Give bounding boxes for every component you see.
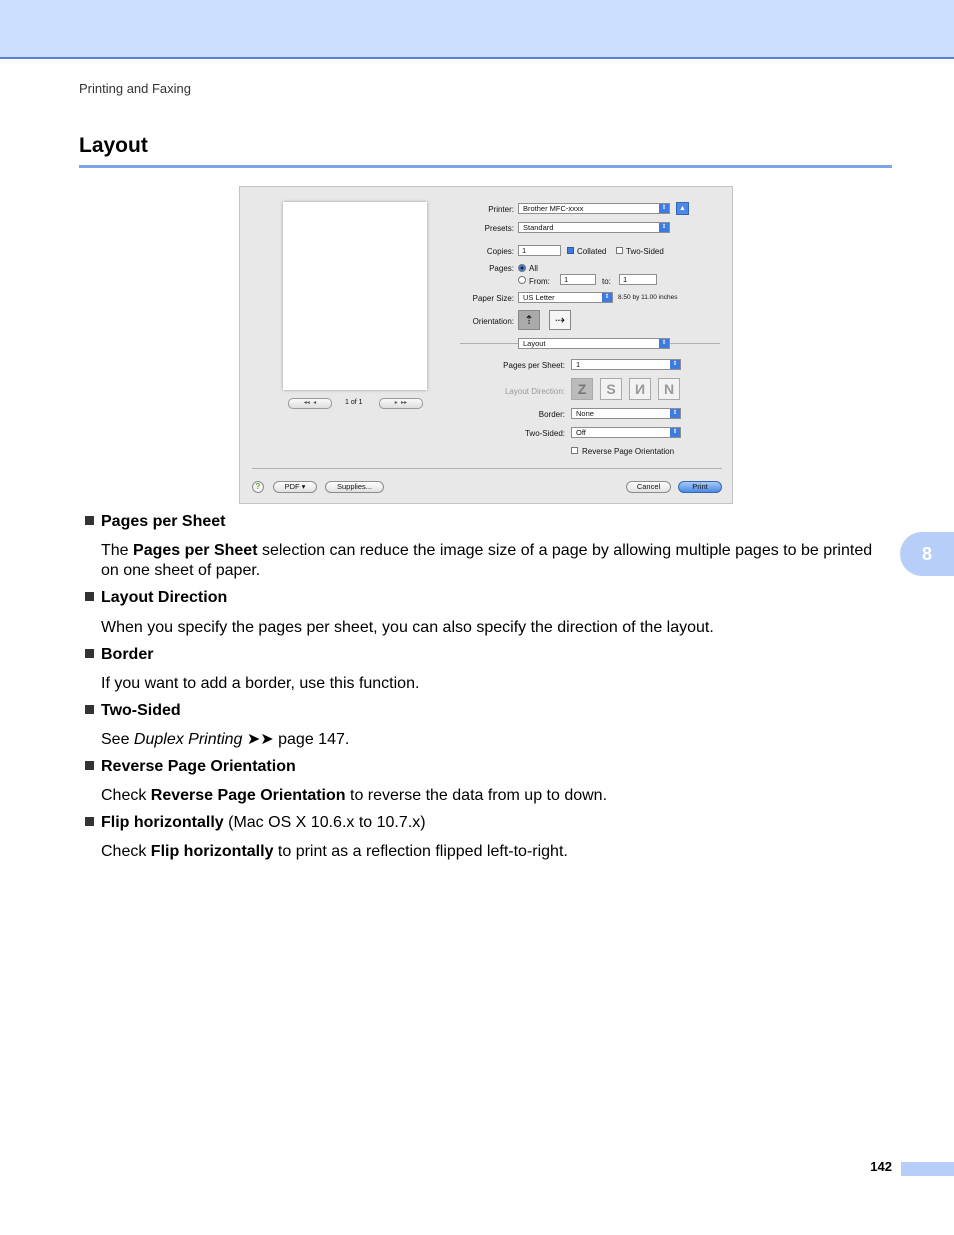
- pages-per-sheet-popup[interactable]: [571, 359, 681, 370]
- chapter-tab: 8: [900, 532, 954, 576]
- landscape-icon: ⇢: [554, 313, 566, 327]
- item-border: [85, 646, 153, 664]
- landscape-orientation-button[interactable]: [549, 310, 571, 330]
- paper-size-value: US Letter: [523, 293, 555, 302]
- layout-n-icon: N: [663, 381, 675, 397]
- presets-value: Standard: [523, 223, 554, 232]
- help-button[interactable]: [252, 481, 264, 493]
- layout-direction-n-button[interactable]: [658, 378, 680, 400]
- disclosure-button[interactable]: ▲: [676, 202, 689, 215]
- first-page-icon: ◂◂: [303, 400, 310, 406]
- pages-label: Pages:: [489, 264, 514, 273]
- desc-bold: Flip horizontally: [150, 843, 274, 860]
- cancel-button[interactable]: Cancel: [626, 481, 671, 493]
- collated-label: Collated: [577, 247, 607, 256]
- item-title: Flip horizontally: [101, 814, 224, 831]
- page-preview: [283, 202, 427, 390]
- item-desc: [101, 730, 881, 750]
- border-label: Border:: [538, 410, 565, 419]
- popup-arrow-icon: ⇕: [670, 428, 680, 437]
- layout-direction-label: Layout Direction:: [504, 387, 565, 396]
- item-desc: [101, 786, 881, 806]
- print-button[interactable]: Print: [678, 481, 722, 493]
- item-title: Layout Direction: [101, 589, 228, 606]
- page-number-bar: [901, 1162, 954, 1176]
- section-title: Layout: [79, 134, 148, 157]
- popup-arrow-icon: ⇕: [659, 223, 669, 232]
- item-reverse-page-orientation: [85, 758, 296, 776]
- two-sided-check-label: Two-Sided: [626, 247, 664, 256]
- pages-from-label: From:: [529, 277, 550, 286]
- popup-arrow-icon: ⇕: [602, 293, 612, 302]
- collated-checkbox[interactable]: [567, 247, 574, 254]
- orientation-label: Orientation:: [472, 317, 514, 326]
- printer-label: Printer:: [488, 205, 514, 214]
- layout-s-icon: S: [606, 381, 616, 397]
- item-desc: [101, 541, 881, 581]
- preview-nav-next[interactable]: [379, 398, 423, 409]
- bullet-icon: [85, 705, 94, 714]
- pages-all-radio[interactable]: [518, 264, 526, 272]
- layout-n-reverse-icon: И: [634, 381, 646, 397]
- desc-text: to print as a reflection flipped left-to-right.: [273, 843, 568, 860]
- page-number: 142: [870, 1159, 892, 1174]
- layout-direction-n-rev-button[interactable]: [629, 378, 651, 400]
- layout-direction-z-button[interactable]: [571, 378, 593, 400]
- layout-z-icon: Z: [577, 381, 587, 397]
- popup-arrow-icon: ⇕: [670, 360, 680, 369]
- item-desc: If you want to add a border, use this function.: [101, 675, 420, 692]
- item-title-suffix: (Mac OS X 10.6.x to 10.7.x): [223, 814, 426, 831]
- double-arrow-icon: ➤➤: [242, 731, 279, 748]
- popup-arrow-icon: ⇕: [659, 204, 669, 213]
- item-title: Border: [101, 646, 154, 663]
- reverse-orientation-checkbox[interactable]: [571, 447, 578, 454]
- reverse-orientation-label: Reverse Page Orientation: [582, 447, 675, 456]
- copies-field[interactable]: 1: [518, 245, 561, 256]
- item-pages-per-sheet: [85, 513, 226, 531]
- border-popup[interactable]: [571, 408, 681, 419]
- desc-text: selection can reduce the image size of a page by allowing multiple pages to be printed on one sheet of paper.: [101, 542, 873, 579]
- title-underline: [79, 165, 892, 168]
- desc-bold: Pages per Sheet: [133, 542, 258, 559]
- item-title: Pages per Sheet: [101, 513, 226, 530]
- portrait-orientation-button[interactable]: [518, 310, 540, 330]
- pdf-button[interactable]: PDF ▾: [273, 481, 317, 493]
- pages-to-field[interactable]: 1: [619, 274, 657, 285]
- desc-text: page 147.: [278, 731, 350, 748]
- header-band: [0, 0, 954, 59]
- bullet-icon: [85, 649, 94, 658]
- popup-arrow-icon: ⇕: [670, 409, 680, 418]
- popup-arrow-icon: ⇕: [659, 339, 669, 348]
- question-icon: ?: [255, 482, 261, 491]
- desc-text: The: [101, 542, 134, 559]
- presets-popup[interactable]: [518, 222, 670, 233]
- bullet-icon: [85, 592, 94, 601]
- desc-text: to reverse the data from up to down.: [345, 787, 608, 804]
- next-page-icon: ▸: [394, 400, 398, 406]
- printer-popup[interactable]: [518, 203, 670, 214]
- desc-bold: Reverse Page Orientation: [150, 787, 346, 804]
- footer-separator: [252, 468, 722, 469]
- item-desc: When you specify the pages per sheet, you can also specify the direction of the layout.: [101, 619, 714, 636]
- item-desc: [101, 842, 881, 862]
- paper-size-label: Paper Size:: [472, 294, 514, 303]
- pages-to-label: to:: [602, 277, 611, 286]
- two-sided-label: Two-Sided:: [524, 429, 565, 438]
- two-sided-popup[interactable]: [571, 427, 681, 438]
- portrait-icon: ⇡: [523, 313, 535, 327]
- item-flip-horizontally: [85, 814, 426, 832]
- panel-popup[interactable]: [518, 338, 670, 349]
- printer-value: Brother MFC-xxxx: [523, 204, 584, 213]
- layout-direction-s-button[interactable]: [600, 378, 622, 400]
- bullet-icon: [85, 761, 94, 770]
- breadcrumb: Printing and Faxing: [79, 81, 192, 96]
- item-title: Reverse Page Orientation: [101, 758, 296, 775]
- pages-from-field[interactable]: 1: [560, 274, 596, 285]
- page-counter: 1 of 1: [345, 399, 363, 406]
- print-dialog: [239, 186, 733, 504]
- pages-per-sheet-label: Pages per Sheet:: [503, 361, 565, 370]
- supplies-button[interactable]: Supplies...: [325, 481, 384, 493]
- duplex-printing-link[interactable]: Duplex Printing: [133, 731, 243, 748]
- item-layout-direction: [85, 589, 227, 607]
- pages-from-radio[interactable]: [518, 276, 526, 284]
- last-page-icon: ▸▸: [401, 400, 408, 406]
- item-two-sided: [85, 702, 181, 720]
- preview-nav-prev[interactable]: [288, 398, 332, 409]
- copies-label: Copies:: [486, 247, 514, 256]
- pages-per-sheet-value: 1: [576, 360, 581, 369]
- two-sided-checkbox[interactable]: [616, 247, 623, 254]
- bullet-icon: [85, 516, 94, 525]
- desc-text: Check: [101, 843, 151, 860]
- border-value: None: [576, 409, 594, 418]
- pages-all-label: All: [529, 264, 538, 273]
- two-sided-value: Off: [576, 428, 586, 437]
- bullet-icon: [85, 817, 94, 826]
- prev-page-icon: ◂: [313, 400, 317, 406]
- desc-text: See: [101, 731, 134, 748]
- paper-size-dims: 8.50 by 11.00 inches: [618, 294, 678, 301]
- paper-size-popup[interactable]: [518, 292, 613, 303]
- presets-label: Presets:: [484, 224, 514, 233]
- item-title: Two-Sided: [101, 702, 181, 719]
- panel-value: Layout: [523, 339, 546, 348]
- desc-text: Check: [101, 787, 151, 804]
